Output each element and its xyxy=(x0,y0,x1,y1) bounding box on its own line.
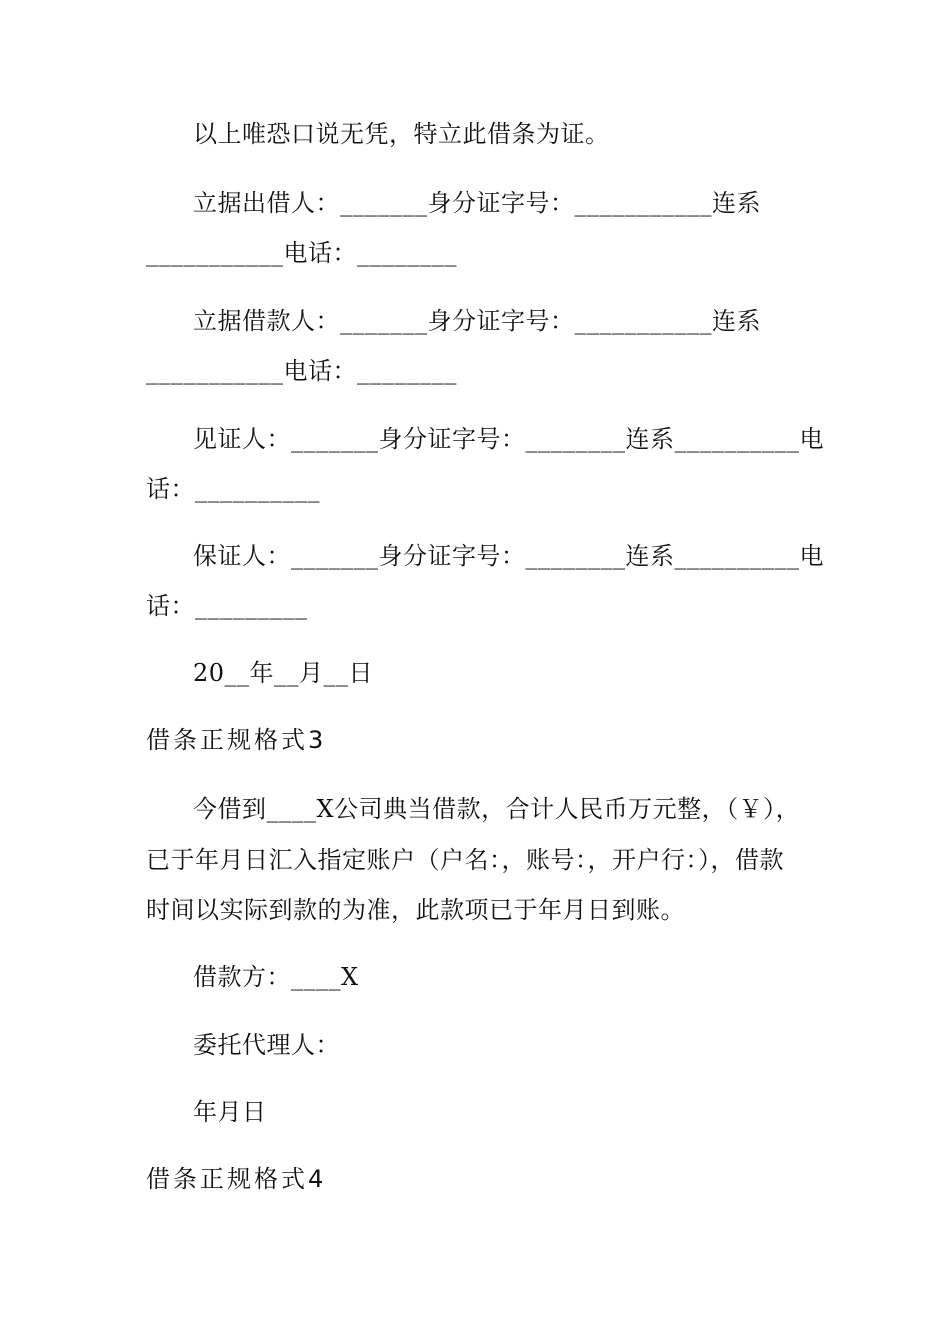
witness-line-1: 见证人：_______身分证字号：________连系__________电 xyxy=(193,425,824,453)
date-plain-line: 年月日 xyxy=(193,1098,267,1126)
closing-paragraph: 以上唯恐口说无凭，特立此借条为证。 xyxy=(193,120,610,148)
borrower-line-2: ___________电话：________ xyxy=(146,357,457,385)
date-line: 20__年__月__日 xyxy=(193,659,374,687)
guarantor-line-1: 保证人：_______身分证字号：________连系__________电 xyxy=(193,542,824,570)
section-heading-4: 借条正规格式4 xyxy=(146,1165,327,1193)
borrower-line-1: 立据借款人：_______身分证字号：___________连系 xyxy=(193,307,761,335)
body3-line-3: 时间以实际到款的为准，此款项已于年月日到账。 xyxy=(146,896,685,924)
lender-line-1: 立据出借人：_______身分证字号：___________连系 xyxy=(193,189,761,217)
body3-line-2: 已于年月日汇入指定账户（户名：，账号：，开户行：），借款 xyxy=(146,846,784,874)
borrower-signature-line: 借款方：____X xyxy=(193,963,359,991)
section-heading-3: 借条正规格式3 xyxy=(146,726,327,754)
body3-line-1: 今借到____X公司典当借款，合计人民币万元整，（￥）， xyxy=(193,795,801,823)
witness-line-2: 话：__________ xyxy=(146,475,320,503)
guarantor-line-2: 话：_________ xyxy=(146,592,308,620)
agent-signature-line: 委托代理人： xyxy=(193,1031,340,1059)
lender-line-2: ___________电话：________ xyxy=(146,239,457,267)
